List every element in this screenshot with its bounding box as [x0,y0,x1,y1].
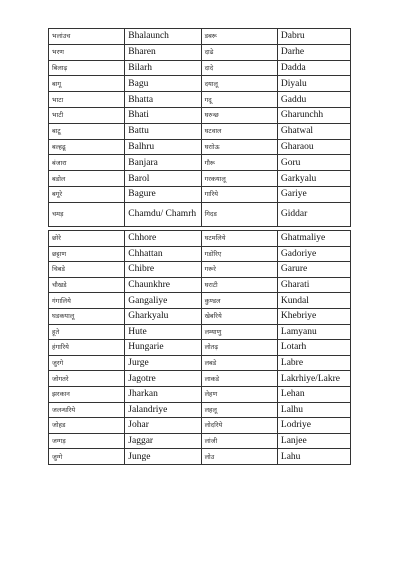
roman-name-cell: Lakrhiye/Lakre [277,371,350,387]
roman-name-cell: Battu [125,123,201,139]
devanagari-name-cell: गडोरिए [201,246,277,262]
roman-name-cell: Dabru [277,29,350,45]
roman-name-cell: Banjara [125,155,201,171]
roman-name-cell: Labre [277,355,350,371]
devanagari-name-cell: भरण [49,44,125,60]
roman-name-cell: Gharati [277,277,350,293]
roman-name-cell: Johar [125,418,201,434]
devanagari-name-cell: जुरगे [49,355,125,371]
devanagari-name-cell: जलन्धरिये [49,402,125,418]
table-row [49,418,351,434]
table-row [49,433,351,449]
devanagari-name-cell: भाटी [49,107,125,123]
devanagari-name-cell: लाकडे [201,371,277,387]
devanagari-name-cell: खेबरिये [201,308,277,324]
roman-name-cell: Bhatta [125,92,201,108]
devanagari-name-cell: जग्गड़ [49,433,125,449]
table-row [49,123,351,139]
table-row [49,29,351,45]
roman-name-cell: Bhalaunch [125,29,201,45]
devanagari-name-cell: गदू [201,92,277,108]
roman-name-cell: Gharaou [277,139,350,155]
devanagari-name-cell: बंजारा [49,155,125,171]
table-row [49,107,351,123]
roman-name-cell: Chaunkhre [125,277,201,293]
table-row [49,231,351,247]
roman-name-cell: Lahu [277,449,350,465]
roman-name-cell: Gharkyalu [125,308,201,324]
devanagari-name-cell: बल्हढू [49,139,125,155]
roman-name-cell: Gariye [277,186,350,202]
roman-name-cell: Ghatwal [277,123,350,139]
table-row [49,186,351,202]
devanagari-name-cell: कुण्डल [201,293,277,309]
table-row [49,324,351,340]
surname-table-bottom [48,230,351,465]
table-row [49,293,351,309]
table-row [49,371,351,387]
devanagari-name-cell: जुग्गे [49,449,125,465]
devanagari-name-cell: घडकयालू [49,308,125,324]
table-row [49,60,351,76]
roman-name-cell: Junge [125,449,201,465]
devanagari-name-cell: छोरे [49,231,125,247]
devanagari-name-cell: लोतढ़ [201,340,277,356]
table-row [49,76,351,92]
devanagari-name-cell: बागू [49,76,125,92]
roman-name-cell: Jurge [125,355,201,371]
devanagari-name-cell: लोउ [201,449,277,465]
devanagari-name-cell: बडोल [49,171,125,187]
table-row [49,449,351,465]
roman-name-cell: Chhore [125,231,201,247]
devanagari-name-cell: झरकान [49,386,125,402]
table-row [49,262,351,278]
devanagari-name-cell: हंगारिये [49,340,125,356]
devanagari-name-cell: लहलू [201,402,277,418]
roman-name-cell: Jagotre [125,371,201,387]
devanagari-name-cell: बाटू [49,123,125,139]
roman-name-cell: Gaddu [277,92,350,108]
roman-name-cell: Goru [277,155,350,171]
devanagari-name-cell: चमड़ [49,202,125,226]
table-row [49,246,351,262]
devanagari-name-cell: गारिये [201,186,277,202]
devanagari-name-cell: हूते [49,324,125,340]
table-row [49,44,351,60]
devanagari-name-cell: छट्टाण [49,246,125,262]
table-row [49,139,351,155]
table-row [49,402,351,418]
roman-name-cell: Bhati [125,107,201,123]
devanagari-name-cell: घराोऊ [201,139,277,155]
table-row [49,277,351,293]
roman-name-cell: Khebriye [277,308,350,324]
roman-name-cell: Lodriye [277,418,350,434]
roman-name-cell: Kundal [277,293,350,309]
devanagari-name-cell: घराटी [201,277,277,293]
devanagari-name-cell: बिलाढ़ [49,60,125,76]
roman-name-cell: Jaggar [125,433,201,449]
devanagari-name-cell: भाटा [49,92,125,108]
roman-name-cell: Jharkan [125,386,201,402]
devanagari-name-cell: जोगतरे [49,371,125,387]
roman-name-cell: Lamyanu [277,324,350,340]
devanagari-name-cell: लबडे [201,355,277,371]
roman-name-cell: Hute [125,324,201,340]
roman-name-cell: Lotarh [277,340,350,356]
devanagari-name-cell: घटमलिये [201,231,277,247]
roman-name-cell: Bilarh [125,60,201,76]
devanagari-name-cell: दाढे [201,44,277,60]
devanagari-name-cell: लोदरिये [201,418,277,434]
roman-name-cell: Gadoriye [277,246,350,262]
devanagari-name-cell: गौरू [201,155,277,171]
devanagari-name-cell: गरकयालू [201,171,277,187]
devanagari-name-cell: गंगालिये [49,293,125,309]
devanagari-name-cell: बगूरे [49,186,125,202]
roman-name-cell: Jalandriye [125,402,201,418]
roman-name-cell: Balhru [125,139,201,155]
roman-name-cell: Lanjee [277,433,350,449]
roman-name-cell: Bagu [125,76,201,92]
devanagari-name-cell: लम्याणु [201,324,277,340]
roman-name-cell: Giddar [277,202,350,226]
table-body-top [49,29,351,227]
roman-name-cell: Lehan [277,386,350,402]
devanagari-name-cell: लेहण [201,386,277,402]
devanagari-name-cell: चौखडे [49,277,125,293]
devanagari-name-cell: गिदड [201,202,277,226]
devanagari-name-cell: भलांउच [49,29,125,45]
table-row [49,92,351,108]
table-row [49,155,351,171]
roman-name-cell: Garure [277,262,350,278]
devanagari-name-cell: जोहड [49,418,125,434]
devanagari-name-cell: दादे [201,60,277,76]
table-row [49,202,351,226]
devanagari-name-cell: घटवाल [201,123,277,139]
roman-name-cell: Chhattan [125,246,201,262]
table-body-bottom [49,231,351,465]
devanagari-name-cell: दयालू [201,76,277,92]
roman-name-cell: Gangaliye [125,293,201,309]
devanagari-name-cell: लांजी [201,433,277,449]
roman-name-cell: Barol [125,171,201,187]
roman-name-cell: Lalhu [277,402,350,418]
table-row [49,340,351,356]
devanagari-name-cell: घरुन्छ [201,107,277,123]
roman-name-cell: Ghatmaliye [277,231,350,247]
roman-name-cell: Bharen [125,44,201,60]
table-row [49,308,351,324]
roman-name-cell: Chibre [125,262,201,278]
roman-name-cell: Chamdu/ Chamrh [125,202,201,226]
devanagari-name-cell: चिबडे [49,262,125,278]
devanagari-name-cell: गरूरे [201,262,277,278]
devanagari-name-cell: डबरू [201,29,277,45]
surname-table-top [48,28,351,227]
roman-name-cell: Garkyalu [277,171,350,187]
roman-name-cell: Darhe [277,44,350,60]
roman-name-cell: Dadda [277,60,350,76]
roman-name-cell: Bagure [125,186,201,202]
roman-name-cell: Gharunchh [277,107,350,123]
roman-name-cell: Diyalu [277,76,350,92]
table-row [49,171,351,187]
roman-name-cell: Hungarie [125,340,201,356]
table-row [49,386,351,402]
table-row [49,355,351,371]
